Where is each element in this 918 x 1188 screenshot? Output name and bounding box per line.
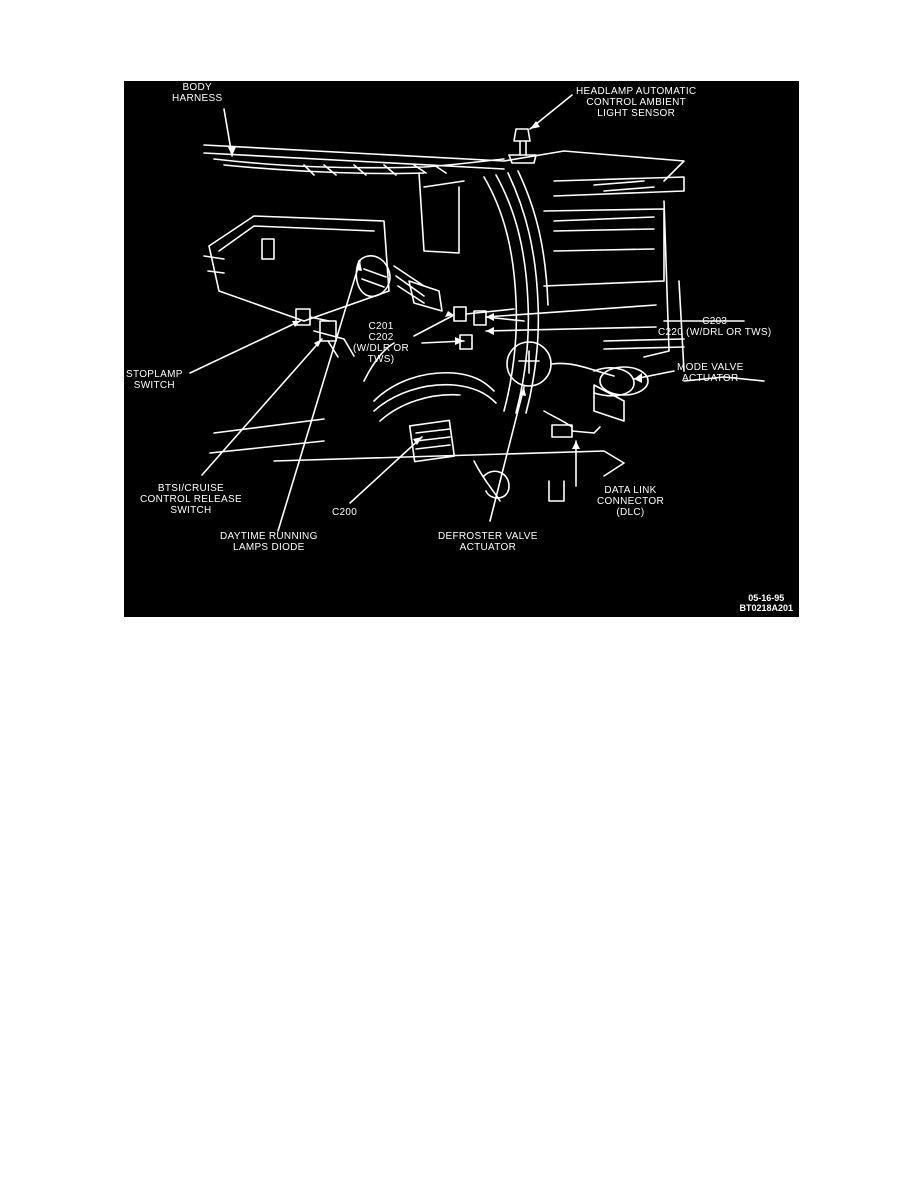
- leader-c203: [486, 305, 656, 317]
- wiring-diagram-figure: [124, 81, 799, 617]
- label-headlamp-sensor: HEADLAMP AUTOMATIC CONTROL AMBIENT LIGHT SENSOR: [576, 86, 697, 119]
- label-c201-c202: C201 C202 (W/DLR OR TWS): [353, 321, 410, 365]
- label-defroster-valve-actuator: DEFROSTER VALVE ACTUATOR: [438, 531, 538, 553]
- leader-c220: [486, 327, 656, 331]
- dash-top-rail: [204, 145, 684, 181]
- label-daytime-running-lamps-diode: DAYTIME RUNNING LAMPS DIODE: [220, 531, 318, 553]
- label-c203-c220: C203 C220 (W/DRL OR TWS): [658, 316, 772, 338]
- ambient-light-sensor: [514, 129, 530, 141]
- figure-code: 05-16-95 BT0218A201: [739, 593, 793, 613]
- label-data-link-connector: DATA LINK CONNECTOR (DLC): [597, 485, 664, 518]
- label-btsi-switch: BTSI/CRUISE CONTROL RELEASE SWITCH: [140, 483, 242, 516]
- dlc-shape: [552, 425, 572, 437]
- label-stoplamp-switch: STOPLAMP SWITCH: [126, 369, 183, 391]
- label-body-harness: BODY HARNESS: [172, 82, 223, 104]
- left-panel-box: [209, 216, 389, 321]
- leader-stoplamp: [190, 321, 300, 373]
- label-mode-valve-actuator: MODE VALVE ACTUATOR: [677, 362, 744, 384]
- leader-c200: [350, 437, 422, 503]
- label-c200: C200: [332, 507, 358, 518]
- leader-diode: [278, 261, 360, 531]
- leader-c201: [414, 315, 454, 336]
